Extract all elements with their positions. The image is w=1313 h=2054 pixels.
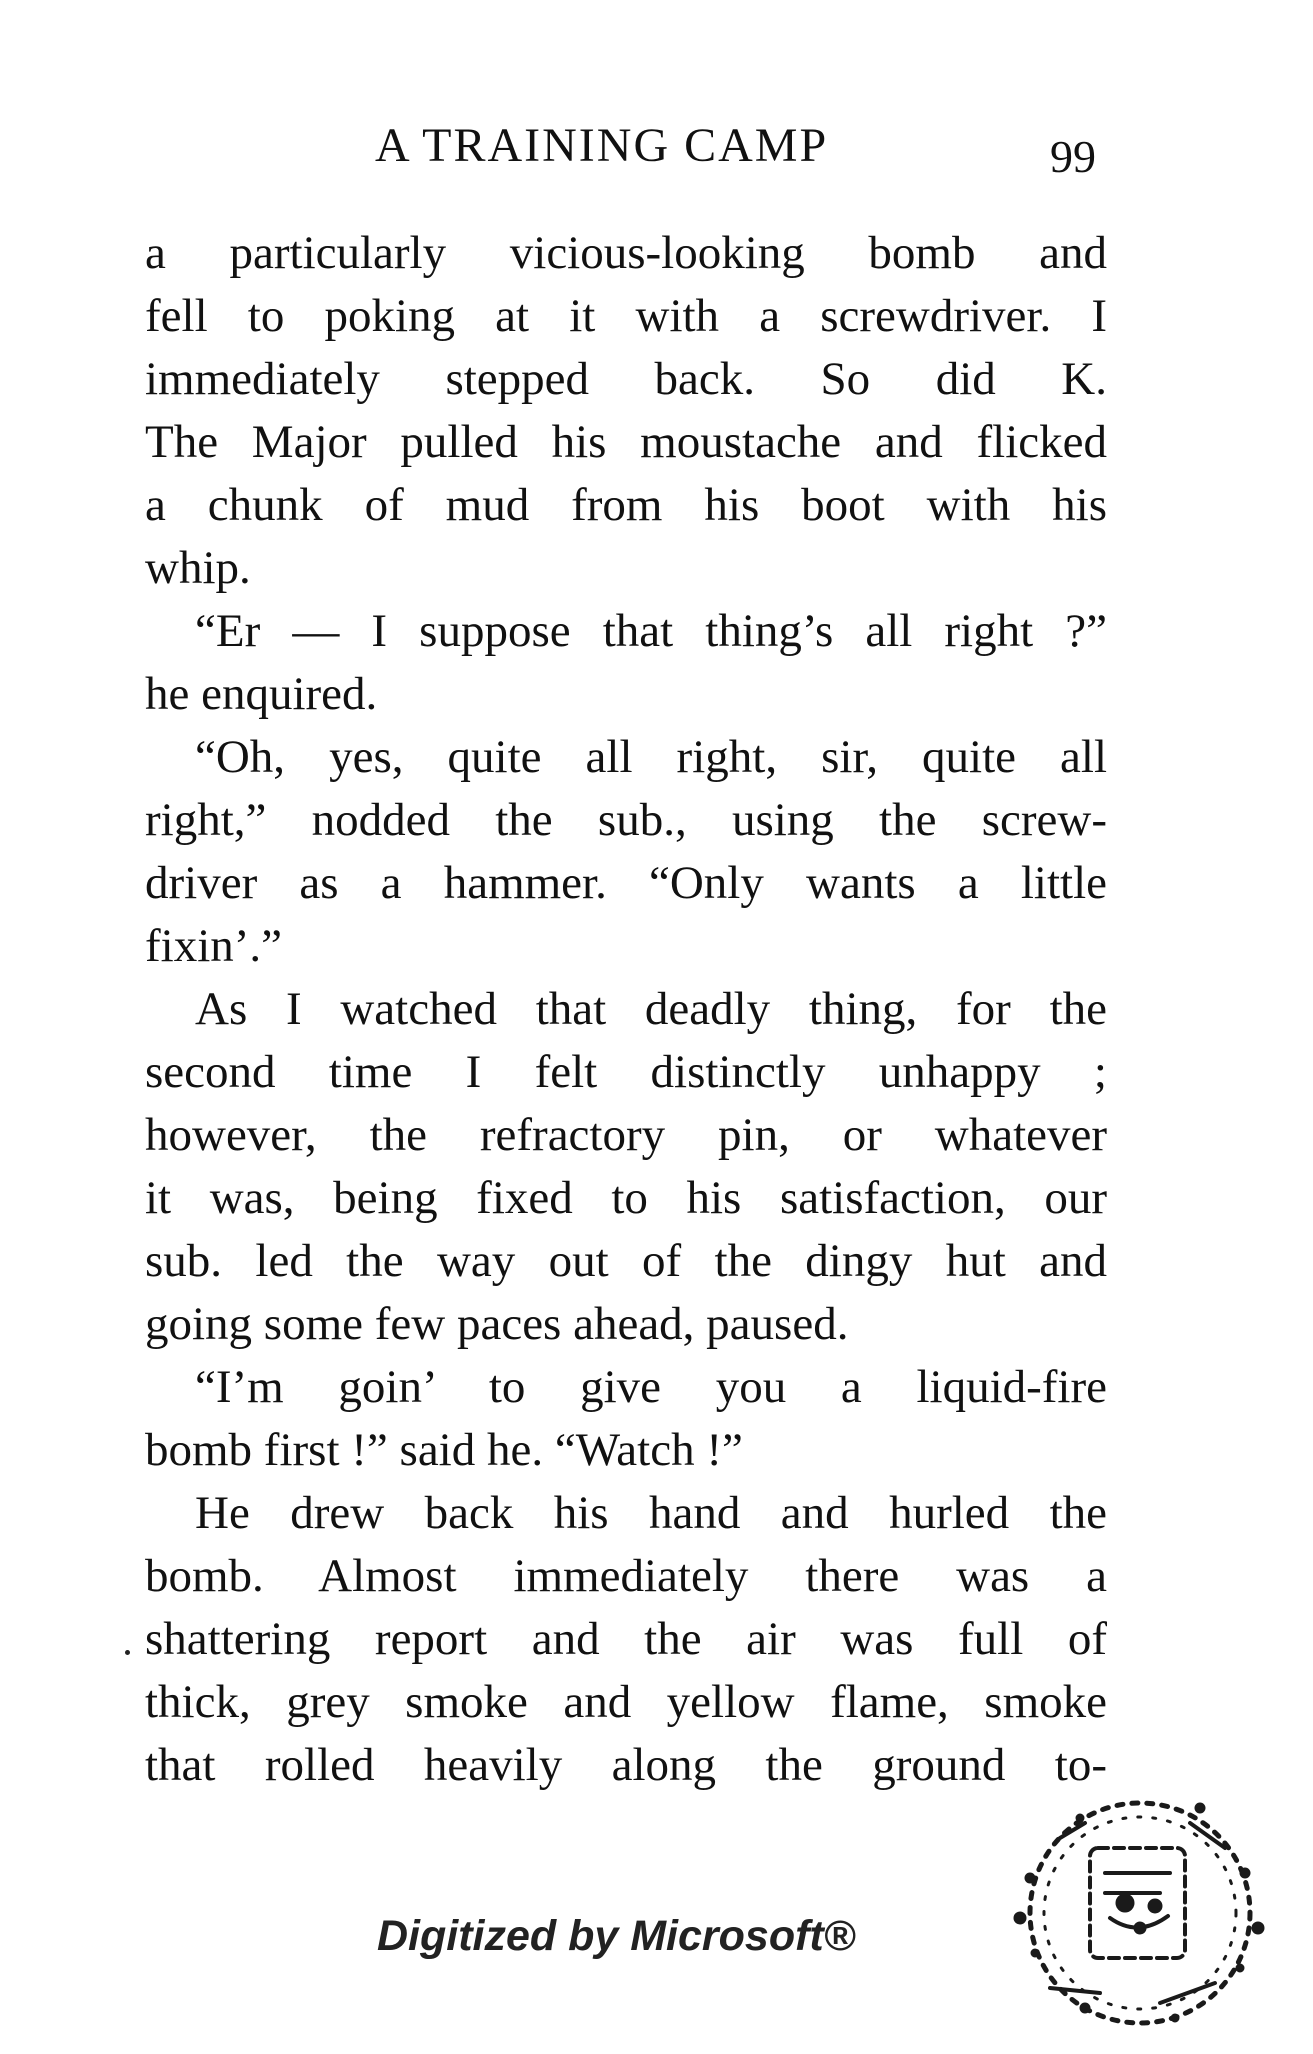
text-line: fell to poking at it with a screwdriver. I	[145, 290, 1107, 342]
text-line: shattering report and the air was full of	[145, 1613, 1107, 1665]
text-line: As I watched that deadly thing, for the	[195, 983, 1107, 1035]
text-line: going some few paces ahead, paused.	[145, 1298, 849, 1350]
text-line: fixin’.”	[145, 920, 283, 972]
text-line: it was, being fixed to his satisfaction, our	[145, 1172, 1107, 1224]
text-line: bomb. Almost immediately there was a	[145, 1550, 1107, 1602]
text-line: “Oh, yes, quite all right, sir, quite all	[195, 731, 1107, 783]
library-stamp-icon	[990, 1778, 1280, 2048]
text-line: “I’m goin’ to give you a liquid-fire	[195, 1361, 1107, 1413]
text-line: that rolled heavily along the ground to-	[145, 1739, 1107, 1791]
text-line: He drew back his hand and hurled the	[195, 1487, 1107, 1539]
text-line: driver as a hammer. “Only wants a little	[145, 857, 1107, 909]
running-title: A TRAINING CAMP	[375, 119, 829, 172]
scan-speck	[125, 1650, 130, 1655]
text-line: however, the refractory pin, or whatever	[145, 1109, 1107, 1161]
text-line: bomb first !” said he. “Watch !”	[145, 1424, 743, 1476]
text-line: immediately stepped back. So did K.	[145, 353, 1107, 405]
body-text	[145, 222, 1107, 1797]
text-line: “Er — I suppose that thing’s all right ?”	[195, 605, 1107, 657]
text-line: sub. led the way out of the dingy hut and	[145, 1235, 1107, 1287]
text-line: he enquired.	[145, 668, 378, 720]
text-line: The Major pulled his moustache and flicked	[145, 416, 1107, 468]
text-line: a chunk of mud from his boot with his	[145, 479, 1107, 531]
text-line: whip.	[145, 542, 251, 594]
text-line: a particularly vicious-looking bomb and	[145, 227, 1107, 279]
text-line: thick, grey smoke and yellow flame, smoke	[145, 1676, 1107, 1728]
page-header	[0, 118, 1313, 188]
text-line: right,” nodded the sub., using the screw-	[145, 794, 1107, 846]
digitization-watermark: Digitized by Microsoft®	[377, 1912, 856, 1960]
page-number: 99	[1050, 131, 1096, 182]
text-line: second time I felt distinctly unhappy ;	[145, 1046, 1107, 1098]
